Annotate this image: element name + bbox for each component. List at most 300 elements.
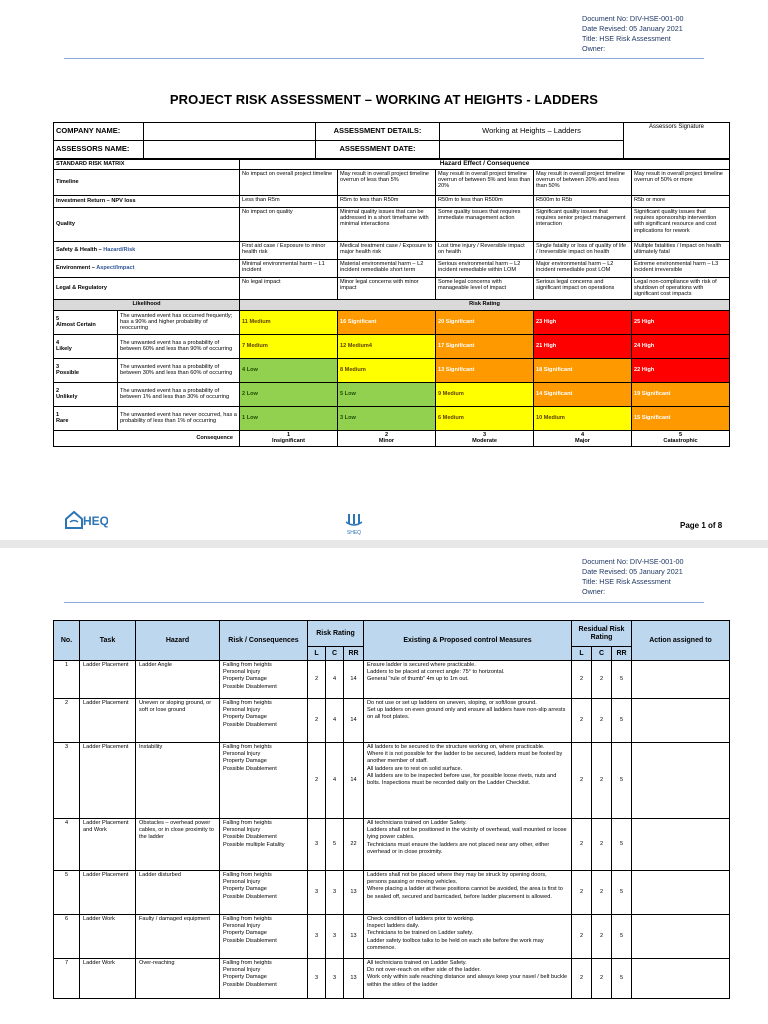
consequence-cell <box>338 430 436 446</box>
document-meta <box>582 14 683 54</box>
effect-cell: Minimal environmental harm – L1 incident <box>240 260 338 278</box>
effect-label-text: Environment – <box>56 265 97 272</box>
consequence-text: Moderate <box>472 438 497 445</box>
table-row <box>54 819 730 871</box>
risk-item: Possible Disablement <box>223 981 277 988</box>
effect-cell: Serious environmental harm – L2 incident remediable within LOM <box>436 260 534 278</box>
risk-item: Falling from heights <box>223 820 272 826</box>
effect-link[interactable]: Aspect/Impact <box>96 265 135 272</box>
measure-item: Do not over-reach on either side of the ladder. <box>367 967 481 974</box>
effect-cell: Serious legal concerns and significant impact on operations <box>534 278 632 300</box>
risk-rating-cell: 21 High <box>534 334 632 358</box>
risk-rating-cell: 22 High <box>632 358 730 382</box>
risk-rating-cell: 4 Low <box>240 358 338 382</box>
risk-rating-cell: 19 Significant <box>632 382 730 406</box>
company-info-table <box>53 122 730 159</box>
row-l: 2 <box>308 743 326 819</box>
page-gap <box>0 540 768 548</box>
effect-cell: Some legal concerns with manageable level of impact <box>436 278 534 300</box>
doc-owner: Owner: <box>582 587 606 596</box>
row-rr: 14 <box>344 743 364 819</box>
measure-item: All ladders are to be inspected before use, for possible loose rivets, nuts and bolts. Inspections must be recorded daily on the Ladder Checklist. <box>367 772 557 787</box>
row-hazard: Obstacles – overhead power cables, or in close proximity to the ladder <box>136 819 220 871</box>
likelihood-row <box>54 310 730 334</box>
sheq-logo-text: SHEQ <box>346 530 362 536</box>
risk-item: Personal Injury <box>223 923 261 930</box>
risk-item: Personal Injury <box>223 751 261 758</box>
likelihood-level <box>54 310 118 334</box>
risk-rating-cell: 9 Medium <box>436 382 534 406</box>
row-c: 4 <box>326 743 344 819</box>
risk-matrix-table <box>53 159 730 447</box>
risk-item: Possible Disablement <box>223 765 277 772</box>
effect-cell: Major environmental harm – L2 incident remediable post LOM <box>534 260 632 278</box>
row-risk <box>220 915 308 959</box>
page-2 <box>0 548 768 1024</box>
col-rr: RR <box>344 647 364 661</box>
row-residual-rc: 2 <box>592 819 612 871</box>
doc-owner: Owner: <box>582 44 606 53</box>
effect-label <box>54 242 240 260</box>
likelihood-desc: The unwanted event has a probability of between 30% and less than 60% of occurring <box>118 358 240 382</box>
company-name-value[interactable] <box>144 123 316 141</box>
effect-row <box>54 208 730 242</box>
row-rr: 22 <box>344 819 364 871</box>
doc-number: Document No: DIV-HSE-001-00 <box>582 557 684 566</box>
row-hazard: Over-reaching <box>136 959 220 999</box>
effect-cell: No impact on overall project timeline <box>240 170 338 196</box>
row-risk <box>220 871 308 915</box>
doc-number: Document No: DIV-HSE-001-00 <box>582 14 684 23</box>
effect-cell: Medical treatment case / Exposure to major health risk <box>338 242 436 260</box>
document-meta-2 <box>582 557 683 597</box>
measure-item: Check condition of ladders prior to working. <box>367 916 475 922</box>
assessment-date-label: ASSESSMENT DATE: <box>316 141 440 159</box>
consequence-text: Major <box>575 438 590 445</box>
likelihood-level <box>54 334 118 358</box>
row-task: Ladder Placement <box>80 743 136 819</box>
risk-rating-cell: 25 High <box>632 310 730 334</box>
effect-label <box>54 278 240 300</box>
risk-item: Possible Disablement <box>223 893 277 900</box>
effect-cell: R500m to R5b <box>534 196 632 208</box>
risk-item: Property Damage <box>223 974 267 981</box>
sheq-logo-icon <box>343 512 365 536</box>
assessment-details-value[interactable]: Working at Heights – Ladders <box>440 123 624 141</box>
row-task: Ladder Placement <box>80 871 136 915</box>
measure-item: Inspect ladders daily. <box>367 923 420 930</box>
risk-item: Falling from heights <box>223 744 272 750</box>
risk-rating-cell: 8 Medium <box>338 358 436 382</box>
row-action[interactable] <box>632 819 730 871</box>
effect-row <box>54 278 730 300</box>
col-c: C <box>326 647 344 661</box>
measure-item: All technicians trained on Ladder Safety. <box>367 820 467 826</box>
consequence-text: Insignificant <box>272 438 305 445</box>
effect-cell: Legal non-compliance with risk of shutdown of operations with significant cost impacts <box>632 278 730 300</box>
row-l: 3 <box>308 959 326 999</box>
row-no: 3 <box>54 743 80 819</box>
effect-cell: First aid case / Exposure to minor health risk <box>240 242 338 260</box>
consequence-cell <box>534 430 632 446</box>
risk-rating-cell: 24 High <box>632 334 730 358</box>
col-risk: Risk / Consequences <box>220 621 308 661</box>
heq-logo <box>64 508 108 535</box>
row-c: 4 <box>326 699 344 743</box>
row-l: 3 <box>308 871 326 915</box>
row-residual-rc: 2 <box>592 915 612 959</box>
table-row <box>54 959 730 999</box>
col-hazard: Hazard <box>136 621 220 661</box>
likelihood-desc: The unwanted event has a probability of between 60% and less than 90% of occurring <box>118 334 240 358</box>
consequence-num: 2 <box>384 431 389 438</box>
row-hazard: Ladder disturbed <box>136 871 220 915</box>
row-residual-rl: 2 <box>572 743 592 819</box>
effect-cell: R50m to less than R500m <box>436 196 534 208</box>
row-action[interactable] <box>632 743 730 819</box>
row-rr: 14 <box>344 661 364 699</box>
effect-label-text: Quality <box>56 221 75 228</box>
row-l: 2 <box>308 661 326 699</box>
risk-item: Possible multiple Fatality <box>223 841 285 848</box>
row-residual-rrr: 5 <box>612 699 632 743</box>
measure-item: Technicians to be trained on Ladder safety. <box>367 930 474 937</box>
risk-item: Property Damage <box>223 758 267 765</box>
effect-cell: No impact on quality <box>240 208 338 242</box>
row-measures <box>364 819 572 871</box>
risk-item: Falling from heights <box>223 872 272 878</box>
effect-cell: Lost time injury / Reversible impact on health <box>436 242 534 260</box>
risk-rating-cell: 20 Significant <box>436 310 534 334</box>
row-action[interactable] <box>632 871 730 915</box>
effect-cell: May result in overall project timeline overrun of between 5% and less than 20% <box>436 170 534 196</box>
row-hazard: Ladder Angle <box>136 661 220 699</box>
risk-item: Falling from heights <box>223 916 272 922</box>
risk-rating-cell: 3 Low <box>338 406 436 430</box>
row-action[interactable] <box>632 661 730 699</box>
assessors-name-value[interactable] <box>144 141 316 159</box>
likelihood-name: Almost Certain <box>56 322 96 329</box>
row-l: 3 <box>308 819 326 871</box>
matrix-label: STANDARD RISK MATRIX <box>54 160 240 170</box>
effect-cell: Minor legal concerns with minor impact <box>338 278 436 300</box>
row-residual-rl: 2 <box>572 915 592 959</box>
likelihood-name: Likely <box>56 346 72 353</box>
risk-rating-cell: 7 Medium <box>240 334 338 358</box>
row-risk <box>220 819 308 871</box>
row-measures <box>364 915 572 959</box>
risk-rating-cell: 15 Significant <box>632 406 730 430</box>
col-task: Task <box>80 621 136 661</box>
likelihood-name: Rare <box>56 418 69 425</box>
row-no: 4 <box>54 819 80 871</box>
table-row <box>54 743 730 819</box>
measure-item: General "rule of thumb" 4m up to 1m out. <box>367 676 469 683</box>
row-no: 6 <box>54 915 80 959</box>
likelihood-row <box>54 382 730 406</box>
effect-cell: Extreme environmental harm – L3 incident irreversible <box>632 260 730 278</box>
row-rr: 13 <box>344 871 364 915</box>
row-task: Ladder Placement <box>80 661 136 699</box>
effect-label <box>54 196 240 208</box>
row-residual-rl: 2 <box>572 819 592 871</box>
row-rr: 14 <box>344 699 364 743</box>
header-rule <box>64 58 704 59</box>
table-row <box>54 871 730 915</box>
risk-rating-cell: 6 Medium <box>436 406 534 430</box>
risk-rating-cell: 16 Significant <box>338 310 436 334</box>
consequence-num: 3 <box>482 431 487 438</box>
row-action[interactable] <box>632 959 730 999</box>
row-action[interactable] <box>632 699 730 743</box>
consequence-num: 1 <box>286 431 291 438</box>
likelihood-row <box>54 334 730 358</box>
measure-item: Where placing a ladder at these positions cannot be avoided, the area is first to be sealed off, secured and barricaded, before ladder placement is allowed. <box>367 886 563 900</box>
effect-cell: Less than R5m <box>240 196 338 208</box>
row-residual-rc: 2 <box>592 661 612 699</box>
row-residual-rrr: 5 <box>612 915 632 959</box>
measure-item: All ladders are to rest on solid surface. <box>367 765 463 772</box>
header-rule-2 <box>64 602 704 603</box>
likelihood-desc: The unwanted event has a probability of between 1% and less than 30% of occurring <box>118 382 240 406</box>
row-risk <box>220 959 308 999</box>
measure-item: Set up ladders on even ground only and ensure all ladders have non-slip arrests on all foot plates. <box>367 707 566 721</box>
row-c: 3 <box>326 915 344 959</box>
risk-item: Possible Disablement <box>223 937 277 944</box>
consequence-text: Minor <box>378 438 395 445</box>
effect-cell: No legal impact <box>240 278 338 300</box>
hazard-effect-label: Hazard Effect / Consequence <box>240 160 730 170</box>
row-no: 1 <box>54 661 80 699</box>
company-name-label: COMPANY NAME: <box>54 123 144 141</box>
heq-logo-icon <box>64 508 108 530</box>
measure-item: Technicians must ensure the ladders are not placed near any other, either overhead or in close proximity. <box>367 841 550 855</box>
row-residual-rl: 2 <box>572 661 592 699</box>
consequence-cell <box>436 430 534 446</box>
effect-label <box>54 208 240 242</box>
col-res-rr: RR <box>612 647 632 661</box>
row-residual-rl: 2 <box>572 959 592 999</box>
measure-item: Ladders shall not be positioned in the vicinity of overhead, wall mounted or loose lying power cables. <box>367 827 567 841</box>
col-measures: Existing & Proposed control Measures <box>364 621 572 661</box>
risk-rating-cell: 17 Significant <box>436 334 534 358</box>
col-risk-rating: Risk Rating <box>308 621 364 647</box>
assessors-signature[interactable]: Assessors Signature <box>624 123 730 159</box>
row-risk <box>220 743 308 819</box>
measure-item: Ladder safety toolbox talks to be held on each site before the work may commence. <box>367 937 544 951</box>
row-residual-rl: 2 <box>572 871 592 915</box>
risk-rating-cell: 13 Significant <box>436 358 534 382</box>
risk-item: Possible Disablement <box>223 834 277 841</box>
effect-cell: R5m to less than R50m <box>338 196 436 208</box>
effect-row <box>54 196 730 208</box>
row-residual-rrr: 5 <box>612 661 632 699</box>
col-action: Action assigned to <box>632 621 730 661</box>
likelihood-level <box>54 406 118 430</box>
row-rr: 13 <box>344 959 364 999</box>
row-action[interactable] <box>632 915 730 959</box>
row-task: Ladder Work <box>80 915 136 959</box>
measure-item: Ladders shall not be placed where they may be struck by opening doors, persons passing or moving vehicles. <box>367 872 547 886</box>
effect-row <box>54 242 730 260</box>
effect-label <box>54 170 240 196</box>
row-rr: 13 <box>344 915 364 959</box>
effect-cell: Multiple fatalities / Impact on health ultimately fatal <box>632 242 730 260</box>
risk-rating-cell: 5 Low <box>338 382 436 406</box>
row-task: Ladder Placement <box>80 699 136 743</box>
effect-cell: Minimal quality issues that can be addressed in a short timeframe with minimal interactions <box>338 208 436 242</box>
effect-label-text: Timeline <box>56 179 79 186</box>
risk-rating-header: Risk Rating <box>240 299 730 310</box>
page-title: PROJECT RISK ASSESSMENT – WORKING AT HEIGHTS - LADDERS <box>169 92 599 107</box>
row-no: 2 <box>54 699 80 743</box>
effect-row <box>54 260 730 278</box>
row-task: Ladder Work <box>80 959 136 999</box>
col-res-l: L <box>572 647 592 661</box>
table-row <box>54 915 730 959</box>
effect-label <box>54 260 240 278</box>
row-residual-rc: 2 <box>592 959 612 999</box>
risk-rating-cell: 10 Medium <box>534 406 632 430</box>
row-hazard: Faulty / damaged equipment <box>136 915 220 959</box>
consequence-cell <box>240 430 338 446</box>
risk-register-table <box>53 620 730 999</box>
likelihood-name: Unlikely <box>56 394 78 401</box>
row-c: 3 <box>326 959 344 999</box>
risk-item: Property Damage <box>223 676 267 683</box>
col-l: L <box>308 647 326 661</box>
row-measures <box>364 959 572 999</box>
row-c: 5 <box>326 819 344 871</box>
measure-item: Where it is not possible for the ladder to be secured, ladders must be footed by another member of staff. <box>367 751 563 765</box>
risk-rating-cell: 1 Low <box>240 406 338 430</box>
assessment-date-value[interactable] <box>440 141 624 159</box>
risk-rating-cell: 18 Significant <box>534 358 632 382</box>
col-res-c: C <box>592 647 612 661</box>
row-residual-rc: 2 <box>592 699 612 743</box>
likelihood-row <box>54 358 730 382</box>
row-residual-rl: 2 <box>572 699 592 743</box>
likelihood-name: Possible <box>56 370 80 377</box>
risk-rating-cell: 2 Low <box>240 382 338 406</box>
likelihood-num: 4 <box>56 339 60 346</box>
effect-cell: May result in overall project timeline overrun of between 20% and less than 50% <box>534 170 632 196</box>
risk-item: Personal Injury <box>223 707 261 714</box>
effect-cell: Significant quality issues that requires sponsorship intervention with significant resource and cost implications for rework <box>632 208 730 242</box>
measure-item: Do not use or set up ladders on uneven, sloping, or soft/lose ground. <box>367 700 537 706</box>
effect-label-text: Investment Return – NPV loss <box>56 198 136 205</box>
row-measures <box>364 699 572 743</box>
row-c: 4 <box>326 661 344 699</box>
row-c: 3 <box>326 871 344 915</box>
consequence-cell <box>632 430 730 446</box>
row-risk <box>220 699 308 743</box>
measure-item: Work only within safe reaching distance and always keep your navel / belt buckle within the stiles of the ladder <box>367 974 568 988</box>
effect-cell: May result in overall project timeline overrun of 50% or more <box>632 170 730 196</box>
risk-item: Possible Disablement <box>223 683 277 690</box>
risk-item: Property Damage <box>223 930 267 937</box>
risk-item: Possible Disablement <box>223 721 277 728</box>
effect-cell: R5b or more <box>632 196 730 208</box>
likelihood-num: 1 <box>56 411 60 418</box>
row-no: 5 <box>54 871 80 915</box>
table-row <box>54 661 730 699</box>
risk-item: Falling from heights <box>223 960 272 966</box>
likelihood-desc: The unwanted event has never occurred, has a probability of less than 1% of occurring <box>118 406 240 430</box>
risk-rating-cell: 11 Medium <box>240 310 338 334</box>
risk-item: Property Damage <box>223 714 267 721</box>
assessment-details-label: ASSESSMENT DETAILS: <box>316 123 440 141</box>
likelihood-num: 5 <box>56 315 60 322</box>
risk-item: Personal Injury <box>223 879 261 886</box>
row-residual-rrr: 5 <box>612 743 632 819</box>
assessors-name-label: ASSESSORS NAME: <box>54 141 144 159</box>
measure-item: All technicians trained on Ladder Safety. <box>367 960 467 966</box>
effect-cell: May result in overall project timeline overrun of less than 5% <box>338 170 436 196</box>
row-residual-rc: 2 <box>592 871 612 915</box>
likelihood-level <box>54 358 118 382</box>
risk-item: Personal Injury <box>223 669 261 676</box>
row-residual-rrr: 5 <box>612 959 632 999</box>
likelihood-num: 2 <box>56 387 60 394</box>
row-residual-rrr: 5 <box>612 871 632 915</box>
effect-label-text: Legal & Regulatory <box>56 285 107 292</box>
consequence-num: 5 <box>678 431 683 438</box>
row-l: 2 <box>308 699 326 743</box>
row-risk <box>220 661 308 699</box>
row-residual-rc: 2 <box>592 743 612 819</box>
measure-item: All ladders to be secured to the structure working on, where practicable. <box>367 744 545 750</box>
risk-item: Falling from heights <box>223 662 272 668</box>
effect-cell: Some quality issues that requires immediate management action <box>436 208 534 242</box>
consequence-text: Catastrophic <box>663 438 698 445</box>
col-residual: Residual Risk Rating <box>572 621 632 647</box>
doc-revised: Date Revised: 05 January 2021 <box>582 24 683 33</box>
table-row <box>54 699 730 743</box>
likelihood-header: Likelihood <box>54 299 240 310</box>
doc-revised: Date Revised: 05 January 2021 <box>582 567 683 576</box>
consequence-label: Consequence <box>54 430 240 446</box>
risk-item: Personal Injury <box>223 827 261 834</box>
likelihood-level <box>54 382 118 406</box>
effect-link[interactable]: Hazard/Risk <box>103 247 136 254</box>
row-residual-rrr: 5 <box>612 819 632 871</box>
doc-title: Title: HSE Risk Assessment <box>582 34 671 43</box>
row-no: 7 <box>54 959 80 999</box>
risk-rating-cell: 14 Significant <box>534 382 632 406</box>
risk-rating-cell: 23 High <box>534 310 632 334</box>
likelihood-row <box>54 406 730 430</box>
row-l: 3 <box>308 915 326 959</box>
row-measures <box>364 661 572 699</box>
effect-cell: Significant quality issues that requires senior project management interaction <box>534 208 632 242</box>
doc-title: Title: HSE Risk Assessment <box>582 577 671 586</box>
col-no: No. <box>54 621 80 661</box>
row-measures <box>364 743 572 819</box>
likelihood-desc: The unwanted event has occurred frequently; has a 90% and higher probability of reoccurring <box>118 310 240 334</box>
effect-cell: Single fatality or loss of quality of life / Irreversible impact on health <box>534 242 632 260</box>
measure-item: Ladders to be placed at correct angle: 75° to horizontal. <box>367 669 505 676</box>
likelihood-num: 3 <box>56 363 60 370</box>
row-measures <box>364 871 572 915</box>
risk-item: Personal Injury <box>223 967 261 974</box>
effect-label-text: Safety & Health – <box>56 247 104 254</box>
row-hazard: Instability <box>136 743 220 819</box>
heq-logo-text: HEQ <box>83 514 108 528</box>
sheq-logo <box>343 512 365 541</box>
page-number: Page 1 of 8 <box>680 521 723 530</box>
consequence-num: 4 <box>580 431 585 438</box>
